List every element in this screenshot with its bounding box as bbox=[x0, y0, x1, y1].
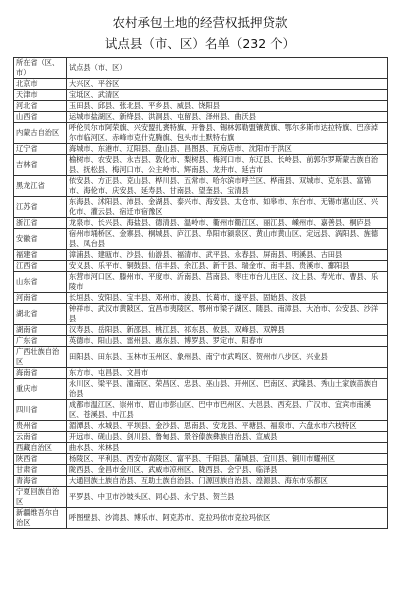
county-list-cell: 漳浦县、建瓯市、沙县、仙游县、福清市、武平县、永春县、屏南县、明溪县、古田县 bbox=[67, 250, 388, 261]
county-list-cell: 大通回族土族自治县、互助土族自治县、门源回族自治县、湟源县、海东市乐都区 bbox=[67, 476, 388, 487]
province-cell: 陕西省 bbox=[14, 454, 67, 465]
province-cell: 辽宁省 bbox=[14, 144, 67, 155]
table-row bbox=[14, 155, 388, 176]
county-list-cell: 湄潭县、水城县、平坝县、金沙县、思南县、安龙县、平塘县、福泉市、六盘水市六枝特区 bbox=[67, 421, 388, 432]
county-list-cell: 宝坻区、武清区 bbox=[67, 90, 388, 101]
county-list-cell: 杨陵区、平利县、西安市高陵区、富平县、千阳县、蒲城县、宜川县、铜川市耀州区 bbox=[67, 454, 388, 465]
province-cell: 福建省 bbox=[14, 250, 67, 261]
county-list-cell: 陇西县、金昌市金川区、武威市凉州区、陇西县、会宁县、临泽县 bbox=[67, 465, 388, 476]
province-cell: 河南省 bbox=[14, 293, 67, 304]
province-cell: 青海省 bbox=[14, 476, 67, 487]
province-cell: 河北省 bbox=[14, 101, 67, 112]
table-row bbox=[14, 400, 388, 421]
table-row bbox=[14, 304, 388, 325]
province-cell: 安徽省 bbox=[14, 229, 67, 250]
document-subtitle: 试点县（市、区）名单（232 个） bbox=[104, 36, 296, 51]
header-province: 所在省（区、市） bbox=[14, 58, 67, 79]
province-cell: 海南省 bbox=[14, 368, 67, 379]
province-cell: 浙江省 bbox=[14, 218, 67, 229]
table-row bbox=[14, 454, 388, 465]
province-cell: 北京市 bbox=[14, 79, 67, 90]
table-row bbox=[14, 379, 388, 400]
county-list-cell: 东海县、沭阳县、沛县、金湖县、泰兴市、海安县、太仓市、如皋市、东台市、无锡市惠山区、兴化市、灌云县、宿迁市宿豫区 bbox=[67, 197, 388, 218]
table-row bbox=[14, 176, 388, 197]
province-cell: 山西省 bbox=[14, 112, 67, 123]
pilot-county-table bbox=[13, 57, 388, 529]
table-row bbox=[14, 432, 388, 443]
header-counties: 试点县（市、区） bbox=[67, 58, 388, 79]
province-cell: 西藏自治区 bbox=[14, 443, 67, 454]
county-list-cell: 海城市、东港市、辽阳县、盘山县、昌图县、瓦房店市、沈阳市于洪区 bbox=[67, 144, 388, 155]
table-row bbox=[14, 272, 388, 293]
table-row bbox=[14, 197, 388, 218]
table-row bbox=[14, 293, 388, 304]
province-cell: 贵州省 bbox=[14, 421, 67, 432]
province-cell: 湖南省 bbox=[14, 325, 67, 336]
table-row bbox=[14, 90, 388, 101]
county-list-cell: 安义县、乐平市、铜鼓县、信丰县、余江县、新干县、瑞金市、南丰县、贵溪市、鄱阳县 bbox=[67, 261, 388, 272]
province-cell: 江西省 bbox=[14, 261, 67, 272]
county-list-cell: 平罗县、中卫市沙坡头区、同心县、永宁县、贺兰县 bbox=[67, 487, 388, 508]
county-list-cell: 钟祥市、武汉市黄陂区、宜昌市夷陵区、鄂州市梁子湖区、随县、南漳县、大冶市、公安县、沙洋县 bbox=[67, 304, 388, 325]
province-cell: 黑龙江省 bbox=[14, 176, 67, 197]
province-cell: 江苏省 bbox=[14, 197, 67, 218]
table-row bbox=[14, 229, 388, 250]
table-row bbox=[14, 421, 388, 432]
county-list-cell: 呼伦贝尔市阿荣旗、兴安盟扎赉特旗、开鲁县、锡林郭勒盟镶黄旗、鄂尔多斯市达拉特旗、巴彦淖尔市临河区、赤峰市克什克腾旗、包头市土默特右旗 bbox=[67, 123, 388, 144]
county-list-cell: 永川区、梁平县、潼南区、荣昌区、忠县、巫山县、开州区、巴南区、武隆县、秀山土家族苗族自治县 bbox=[67, 379, 388, 400]
table-row bbox=[14, 443, 388, 454]
county-list-cell: 宿州市埇桥区、金寨县、桐城县、庐江县、阜阳市颍泉区、黄山市黄山区、定远县、涡阳县、旌德县、凤台县 bbox=[67, 229, 388, 250]
province-cell: 重庆市 bbox=[14, 379, 67, 400]
table-row bbox=[14, 112, 388, 123]
province-cell: 天津市 bbox=[14, 90, 67, 101]
province-cell: 云南省 bbox=[14, 432, 67, 443]
table-row bbox=[14, 325, 388, 336]
table-header-row bbox=[14, 58, 388, 79]
county-list-cell: 成都市温江区、崇州市、眉山市彭山区、巴中市巴州区、大邑县、西充县、广汉市、宜宾市南溪区、苍溪县、中江县 bbox=[67, 400, 388, 421]
table-row bbox=[14, 101, 388, 112]
county-list-cell: 田阳县、田东县、玉林市玉州区、象州县、南宁市武鸣区、贺州市八步区、兴业县 bbox=[67, 347, 388, 368]
province-cell: 内蒙古自治区 bbox=[14, 123, 67, 144]
table-row bbox=[14, 261, 388, 272]
table-row bbox=[14, 250, 388, 261]
table-row bbox=[14, 487, 388, 508]
county-list-cell: 依安县、方正县、克山县、桦川县、五常市、哈尔滨市呼兰区、桦南县、双城市、克东县、富锦市、海伦市、庆安县、延寿县、甘南县、望奎县、宝清县 bbox=[67, 176, 388, 197]
table-row bbox=[14, 508, 388, 529]
province-cell: 宁夏回族自治区 bbox=[14, 487, 67, 508]
table-row bbox=[14, 465, 388, 476]
table-row bbox=[14, 79, 388, 90]
county-list-cell: 汉寿县、岳阳县、新邵县、桃江县、祁东县、攸县、双峰县、双牌县 bbox=[67, 325, 388, 336]
county-list-cell: 长垣县、安阳县、宝丰县、邓州市、浚县、长葛市、遂平县、固始县、汝县 bbox=[67, 293, 388, 304]
province-cell: 甘肃省 bbox=[14, 465, 67, 476]
province-cell: 山东省 bbox=[14, 272, 67, 293]
table-row bbox=[14, 123, 388, 144]
table-row bbox=[14, 336, 388, 347]
county-list-cell: 大兴区、平谷区 bbox=[67, 79, 388, 90]
province-cell: 广东省 bbox=[14, 336, 67, 347]
county-list-cell: 玉田县、邱县、张北县、平乡县、威县、饶阳县 bbox=[67, 101, 388, 112]
county-list-cell: 曲水县、米林县 bbox=[67, 443, 388, 454]
county-list-cell: 开远市、砚山县、剑川县、鲁甸县、景谷傣族彝族自治县、宣威县 bbox=[67, 432, 388, 443]
table-row bbox=[14, 347, 388, 368]
province-cell: 新疆维吾尔自治区 bbox=[14, 508, 67, 529]
province-cell: 吉林省 bbox=[14, 155, 67, 176]
table-row bbox=[14, 476, 388, 487]
county-list-cell: 运城市盐湖区、新绛县、洪洞县、屯留县、泽州县、曲沃县 bbox=[67, 112, 388, 123]
province-cell: 广西壮族自治区 bbox=[14, 347, 67, 368]
table-row bbox=[14, 218, 388, 229]
county-list-cell: 呼图壁县、沙湾县、博乐市、阿克苏市、克拉玛依市克拉玛依区 bbox=[67, 508, 388, 529]
county-list-cell: 龙泉市、长兴县、海盐县、德清县、温岭市、衢州市衢江区、丽江县、嵊州市、嘉善县、桐庐县 bbox=[67, 218, 388, 229]
county-list-cell: 东营市河口区、滕州市、平度市、沂南县、莒南县、枣庄市台儿庄区、汶上县、寿光市、曹县、乐陵市 bbox=[67, 272, 388, 293]
county-list-cell: 东方市、屯昌县、文昌市 bbox=[67, 368, 388, 379]
table-row bbox=[14, 144, 388, 155]
table-row bbox=[14, 368, 388, 379]
province-cell: 四川省 bbox=[14, 400, 67, 421]
document-title: 农村承包土地的经营权抵押贷款 bbox=[112, 15, 288, 30]
table-body bbox=[14, 58, 388, 529]
county-list-cell: 英德市、阳山县、雷州县、惠东县、博罗县、罗定市、阳春市 bbox=[67, 336, 388, 347]
province-cell: 湖北省 bbox=[14, 304, 67, 325]
county-list-cell: 榆树市、农安县、永吉县、敦化市、梨树县、梅河口市、东辽县、长岭县、前郭尔罗斯蒙古族自治县、抚松县、梅河口市、公主岭市、辉南县、龙井市、延吉市 bbox=[67, 155, 388, 176]
